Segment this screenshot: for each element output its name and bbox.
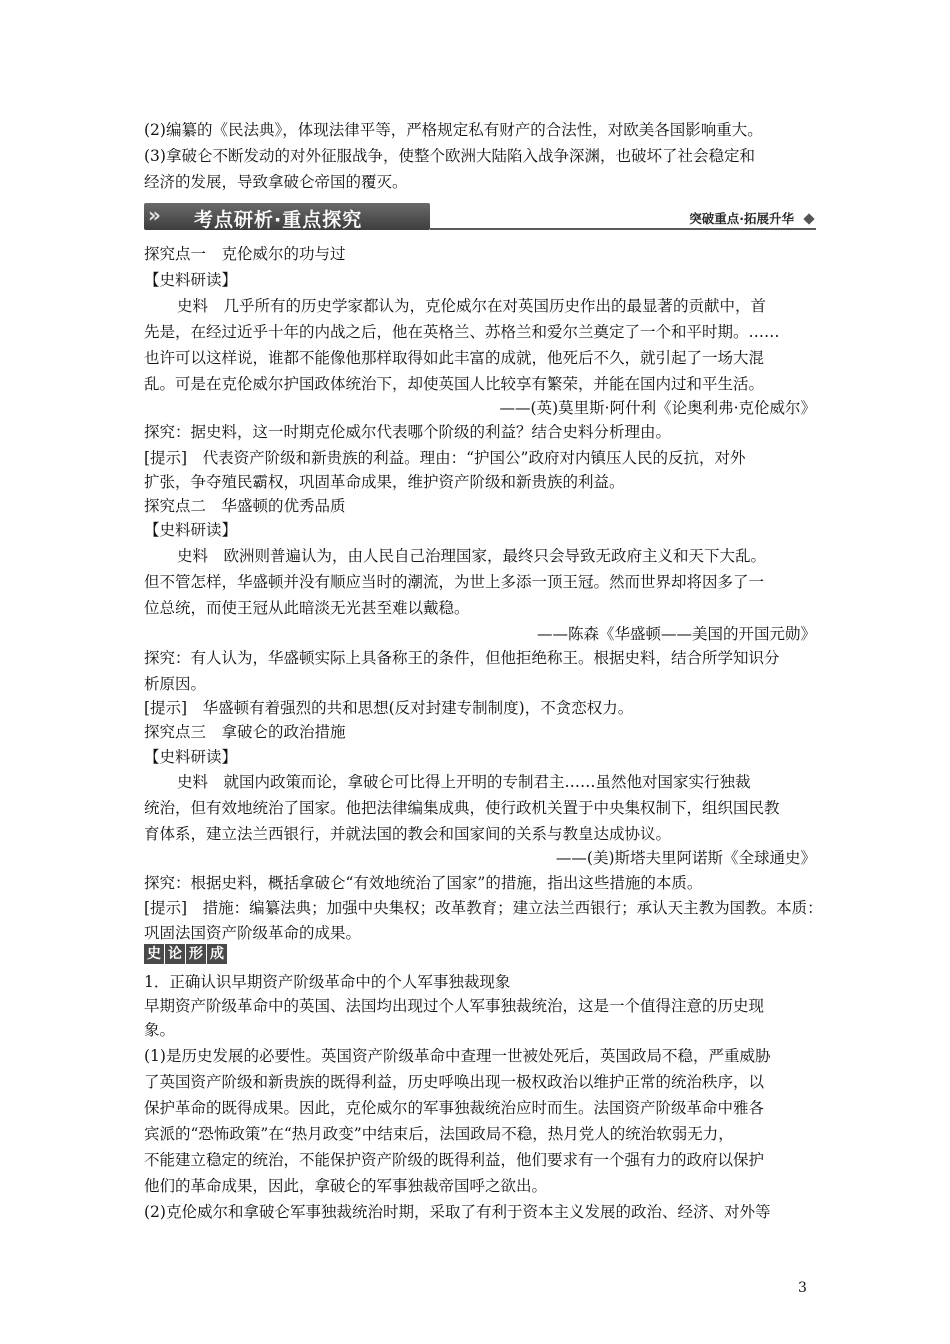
source-text: 先是，在经过近乎十年的内战之后，他在英格兰、苏格兰和爱尔兰奠定了一个和平时期。…… [144, 323, 780, 341]
source-citation: ——(英)莫里斯·阿什利《论奥利弗·克伦威尔》 [499, 399, 816, 417]
source-citation: ——(美)斯塔夫里阿诺斯《全球通史》 [555, 849, 816, 867]
question: 探究：据史料，这一时期克伦威尔代表哪个阶级的利益？结合史料分析理由。 [144, 423, 672, 441]
source-text: 史料 就国内政策而论，拿破仑可比得上开明的专制君主……虽然他对国家实行独裁 [177, 773, 751, 791]
source-text: 但不管怎样，华盛顿并没有顺应当时的潮流，为世上多添一顶王冠。然而世界却将因多了一 [144, 573, 765, 591]
paragraph-line: (3)拿破仑不断发动的对外征服战争，使整个欧洲大陆陷入战争深渊，也破坏了社会稳定和 [144, 147, 755, 165]
conclusion-line: 早期资产阶级革命中的英国、法国均出现过个人军事独裁统治，这是一个值得注意的历史现 [144, 997, 765, 1015]
source-text: 史料 欧洲则普遍认为，由人民自己治理国家，最终只会导致无政府主义和天下大乱。 [177, 547, 767, 565]
source-label: 【史料研读】 [144, 748, 238, 766]
conclusion-line: 他们的革命成果，因此，拿破仑的军事独裁帝国呼之欲出。 [144, 1177, 548, 1195]
tag-char: 论 [165, 944, 185, 964]
section-title: 探究点一 克伦威尔的功与过 [144, 245, 346, 263]
source-citation: ——陈森《华盛顿——美国的开国元勋》 [536, 625, 816, 643]
page-number: 3 [798, 1280, 807, 1296]
banner-title: 考点研析·重点探究 [194, 209, 363, 231]
paragraph-line: (2)编纂的《民法典》，体现法律平等，严格规定私有财产的合法性，对欧美各国影响重大。 [144, 121, 763, 139]
banner-subtitle: 突破重点·拓展升华 [689, 211, 794, 226]
conclusion-line: 不能建立稳定的统治，不能保护资产阶级的既得利益，他们要求有一个强有力的政府以保护 [144, 1151, 765, 1169]
conclusion-line: (2)克伦威尔和拿破仑军事独裁统治时期，采取了有利于资本主义发展的政治、经济、对外等 [144, 1203, 771, 1221]
conclusion-line: 保护革命的既得成果。因此，克伦威尔的军事独裁统治应时而生。法国资产阶级革命中雅各 [144, 1099, 765, 1117]
chevron-right-icon: » [148, 203, 155, 227]
source-text: 育体系，建立法兰西银行，并就法国的教会和国家间的关系与教皇达成协议。 [144, 825, 672, 843]
source-text: 史料 几乎所有的历史学家都认为，克伦威尔在对英国历史作出的最显著的贡献中，首 [177, 297, 767, 315]
tag-char: 史 [144, 944, 164, 964]
section-banner [144, 200, 816, 234]
hint: 巩固法国资产阶级革命的成果。 [144, 924, 362, 942]
hint: 扩张，争夺殖民霸权，巩固革命成果，维护资产阶级和新贵族的利益。 [144, 473, 625, 491]
source-label: 【史料研读】 [144, 521, 238, 539]
paragraph-line: 经济的发展，导致拿破仑帝国的覆灭。 [144, 173, 408, 191]
banner-rule [430, 228, 816, 230]
source-text: 位总统，而使王冠从此暗淡无光甚至难以戴稳。 [144, 599, 470, 617]
conclusion-line: 了英国资产阶级和新贵族的既得利益，历史呼唤出现一极权政治以维护正常的统治秩序，以 [144, 1073, 765, 1091]
tag-char: 形 [186, 944, 206, 964]
question: 探究：有人认为，华盛顿实际上具备称王的条件，但他拒绝称王。根据史料，结合所学知识分 [144, 649, 780, 667]
source-text: 乱。可是在克伦威尔护国政体统治下，却使英国人比较享有繁荣，并能在国内过和平生活。 [144, 375, 765, 393]
hint: [提示] 代表资产阶级和新贵族的利益。理由：“护国公”政府对内镇压人民的反抗，对外 [144, 449, 746, 467]
question: 探究：根据史料，概括拿破仑“有效地统治了国家”的措施，指出这些措施的本质。 [144, 874, 703, 892]
conclusion-line: 宾派的“恐怖政策”在“热月政变”中结束后，法国政局不稳，热月党人的统治软弱无力， [144, 1125, 734, 1143]
diamond-icon [803, 213, 814, 224]
source-text: 也许可以这样说，谁都不能像他那样取得如此丰富的成就，他死后不久，就引起了一场大混 [144, 349, 765, 367]
hint: [提示] 措施：编纂法典；加强中央集权；改革教育；建立法兰西银行；承认天主教为国教。本质： [144, 899, 823, 917]
source-label: 【史料研读】 [144, 271, 238, 289]
hint: [提示] 华盛顿有着强烈的共和思想(反对封建专制制度)，不贪恋权力。 [144, 699, 634, 717]
tag-char: 成 [207, 944, 227, 964]
section-title: 探究点二 华盛顿的优秀品质 [144, 497, 346, 515]
conclusion-line: 象。 [144, 1021, 176, 1039]
conclusion-line: (1)是历史发展的必要性。英国资产阶级革命中查理一世被处死后，英国政局不稳，严重威胁 [144, 1047, 771, 1065]
question: 析原因。 [144, 675, 207, 693]
conclusion-tag [144, 944, 227, 964]
source-text: 统治，但有效地统治了国家。他把法律编集成典，使行政机关置于中央集权制下，组织国民教 [144, 799, 780, 817]
section-title: 探究点三 拿破仑的政治措施 [144, 723, 346, 741]
conclusion-heading: 1．正确认识早期资产阶级革命中的个人军事独裁现象 [144, 973, 511, 991]
